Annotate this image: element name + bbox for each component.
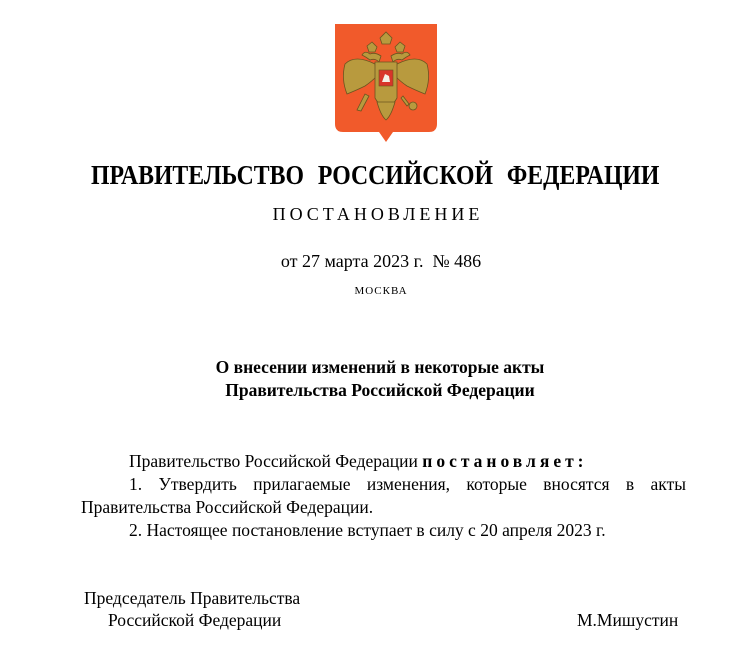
preamble-decree-word: постановляет: (422, 451, 588, 471)
document-body (81, 450, 686, 542)
subject-line-1: О внесении изменений в некоторые акты (215, 357, 545, 377)
signatory-name: М.Мишустин (577, 610, 679, 630)
russian-coat-of-arms-icon (335, 24, 437, 142)
coat-of-arms-emblem (335, 24, 437, 142)
subject-line-2: Правительства Российской Федерации (225, 380, 535, 400)
position-line-2: Российской Федерации (108, 610, 282, 630)
document-date-number: от 27 марта 2023 г. № 486 (280, 251, 482, 271)
item-1: 1. Утвердить прилагаемые изменения, которые вносятся в акты Правительства Российской Федерации. (81, 474, 686, 517)
document-type: ПОСТАНОВЛЕНИЕ (272, 204, 484, 224)
preamble-text: Правительство Российской Федерации (129, 451, 423, 471)
position-line-1: Председатель Правительства (84, 588, 301, 608)
preamble (81, 450, 686, 473)
signatory-position (84, 587, 300, 631)
item-2: 2. Настоящее постановление вступает в силу с 20 апреля 2023 г. (129, 520, 606, 540)
document-subject (0, 356, 748, 402)
government-title: ПРАВИТЕЛЬСТВО РОССИЙСКОЙ ФЕДЕРАЦИИ (90, 160, 660, 190)
document-city: МОСКВА (354, 285, 408, 297)
